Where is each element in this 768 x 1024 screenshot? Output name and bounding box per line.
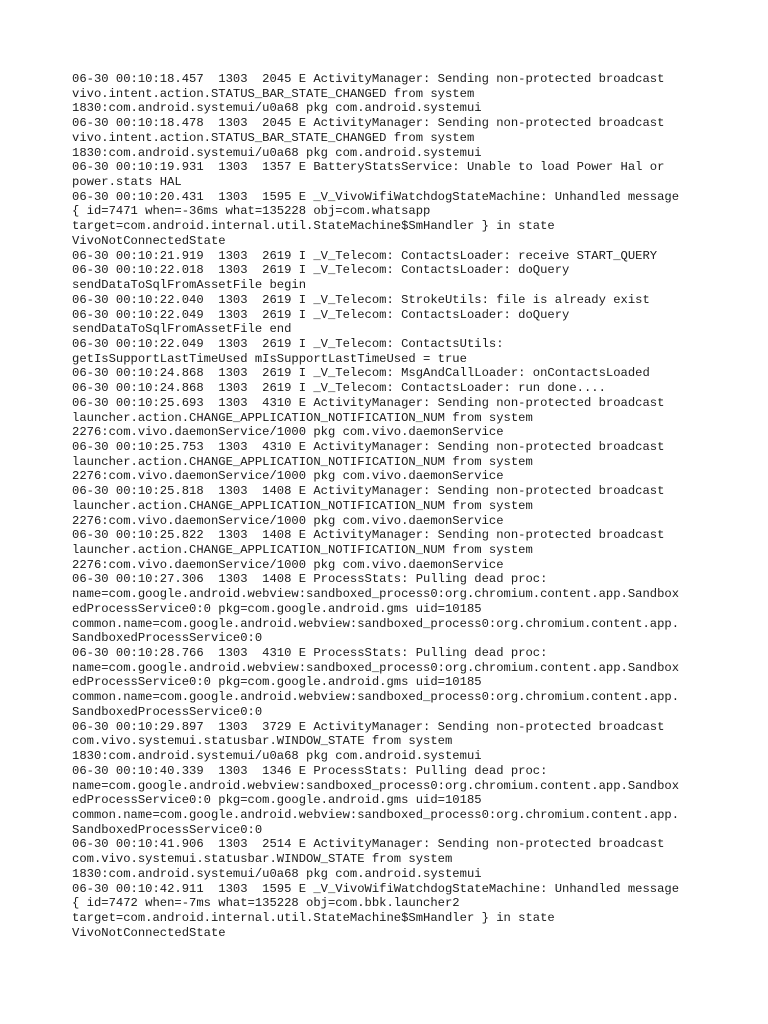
log-line: 06-30 00:10:19.931 1303 1357 E BatteryStatsService: Unable to load Power Hal or [72, 160, 665, 175]
log-line: common.name=com.google.android.webview:sandboxed_process0:org.chromium.content.app. [72, 690, 680, 705]
log-line: vivo.intent.action.STATUS_BAR_STATE_CHANGED from system [72, 130, 475, 145]
log-line: 1830:com.android.systemui/u0a68 pkg com.android.systemui [72, 866, 482, 881]
log-line: 1830:com.android.systemui/u0a68 pkg com.android.systemui [72, 101, 482, 116]
log-line: 06-30 00:10:41.906 1303 2514 E ActivityManager: Sending non-protected broadcast [72, 837, 665, 852]
log-line: 06-30 00:10:21.919 1303 2619 I _V_Telecom: ContactsLoader: receive START_QUERY [72, 248, 658, 263]
log-line: power.stats HAL [72, 175, 182, 190]
log-line: 06-30 00:10:22.040 1303 2619 I _V_Telecom: StrokeUtils: file is already exist [72, 292, 650, 307]
log-line: { id=7472 when=-7ms what=135228 obj=com.bbk.launcher2 [72, 896, 460, 911]
log-line: 1830:com.android.systemui/u0a68 pkg com.android.systemui [72, 145, 482, 160]
log-line: 06-30 00:10:27.306 1303 1408 E ProcessStats: Pulling dead proc: [72, 572, 548, 587]
log-line: target=com.android.internal.util.StateMachine$SmHandler } in state [72, 219, 555, 234]
log-line: launcher.action.CHANGE_APPLICATION_NOTIFICATION_NUM from system [72, 498, 533, 513]
log-line: 06-30 00:10:22.049 1303 2619 I _V_Telecom: ContactsLoader: doQuery [72, 307, 570, 322]
log-line: 06-30 00:10:22.018 1303 2619 I _V_Telecom: ContactsLoader: doQuery [72, 263, 570, 278]
log-line: common.name=com.google.android.webview:sandboxed_process0:org.chromium.content.app. [72, 616, 680, 631]
log-line: launcher.action.CHANGE_APPLICATION_NOTIFICATION_NUM from system [72, 410, 533, 425]
log-line: 06-30 00:10:25.822 1303 1408 E ActivityManager: Sending non-protected broadcast [72, 528, 665, 543]
log-line: SandboxedProcessService0:0 [72, 704, 263, 719]
log-line: 06-30 00:10:22.049 1303 2619 I _V_Telecom: ContactsUtils: [72, 336, 504, 351]
log-line: 06-30 00:10:18.457 1303 2045 E ActivityManager: Sending non-protected broadcast [72, 72, 665, 86]
log-line: edProcessService0:0 pkg=com.google.android.gms uid=10185 [72, 793, 482, 808]
log-line: 2276:com.vivo.daemonService/1000 pkg com.vivo.daemonService [72, 425, 504, 440]
log-line: target=com.android.internal.util.StateMachine$SmHandler } in state [72, 910, 555, 925]
log-line: 06-30 00:10:25.818 1303 1408 E ActivityManager: Sending non-protected broadcast [72, 484, 665, 499]
log-line: getIsSupportLastTimeUsed mIsSupportLastTimeUsed = true [72, 351, 467, 366]
log-line: { id=7471 when=-36ms what=135228 obj=com.whatsapp [72, 204, 431, 219]
log-line: 06-30 00:10:29.897 1303 3729 E ActivityManager: Sending non-protected broadcast [72, 719, 665, 734]
log-line: sendDataToSqlFromAssetFile end [72, 322, 292, 337]
log-line: com.vivo.systemui.statusbar.WINDOW_STATE from system [72, 852, 453, 867]
log-line: VivoNotConnectedState [72, 233, 226, 248]
log-line: 1830:com.android.systemui/u0a68 pkg com.android.systemui [72, 749, 482, 764]
log-line: com.vivo.systemui.statusbar.WINDOW_STATE from system [72, 734, 453, 749]
log-line: 06-30 00:10:42.911 1303 1595 E _V_VivoWifiWatchdogStateMachine: Unhandled message [72, 881, 680, 896]
log-line: 06-30 00:10:18.478 1303 2045 E ActivityManager: Sending non-protected broadcast [72, 116, 665, 131]
log-document [72, 72, 712, 940]
log-line: vivo.intent.action.STATUS_BAR_STATE_CHANGED from system [72, 86, 475, 101]
log-line: edProcessService0:0 pkg=com.google.android.gms uid=10185 [72, 675, 482, 690]
log-line: VivoNotConnectedState [72, 925, 226, 940]
log-line: 2276:com.vivo.daemonService/1000 pkg com.vivo.daemonService [72, 469, 504, 484]
log-line: 06-30 00:10:25.753 1303 4310 E ActivityManager: Sending non-protected broadcast [72, 439, 665, 454]
log-line: 06-30 00:10:28.766 1303 4310 E ProcessStats: Pulling dead proc: [72, 646, 548, 661]
log-line: 06-30 00:10:24.868 1303 2619 I _V_Telecom: ContactsLoader: run done.... [72, 381, 606, 396]
log-line: sendDataToSqlFromAssetFile begin [72, 278, 307, 293]
log-line: name=com.google.android.webview:sandboxed_process0:org.chromium.content.app.Sandbox [72, 587, 680, 602]
log-line: edProcessService0:0 pkg=com.google.android.gms uid=10185 [72, 601, 482, 616]
log-line: 06-30 00:10:40.339 1303 1346 E ProcessStats: Pulling dead proc: [72, 763, 548, 778]
log-line: 06-30 00:10:25.693 1303 4310 E ActivityManager: Sending non-protected broadcast [72, 395, 665, 410]
log-line: 06-30 00:10:24.868 1303 2619 I _V_Telecom: MsgAndCallLoader: onContactsLoaded [72, 366, 650, 381]
log-line: launcher.action.CHANGE_APPLICATION_NOTIFICATION_NUM from system [72, 543, 533, 557]
log-line: SandboxedProcessService0:0 [72, 822, 263, 837]
log-line: name=com.google.android.webview:sandboxed_process0:org.chromium.content.app.Sandbox [72, 778, 680, 793]
log-line: common.name=com.google.android.webview:sandboxed_process0:org.chromium.content.app. [72, 807, 680, 822]
log-line: 2276:com.vivo.daemonService/1000 pkg com.vivo.daemonService [72, 513, 504, 528]
log-line: SandboxedProcessService0:0 [72, 631, 263, 646]
log-line: 2276:com.vivo.daemonService/1000 pkg com.vivo.daemonService [72, 557, 504, 572]
log-line: 06-30 00:10:20.431 1303 1595 E _V_VivoWifiWatchdogStateMachine: Unhandled message [72, 189, 680, 204]
log-line: name=com.google.android.webview:sandboxed_process0:org.chromium.content.app.Sandbox [72, 660, 680, 675]
log-line: launcher.action.CHANGE_APPLICATION_NOTIFICATION_NUM from system [72, 454, 533, 469]
